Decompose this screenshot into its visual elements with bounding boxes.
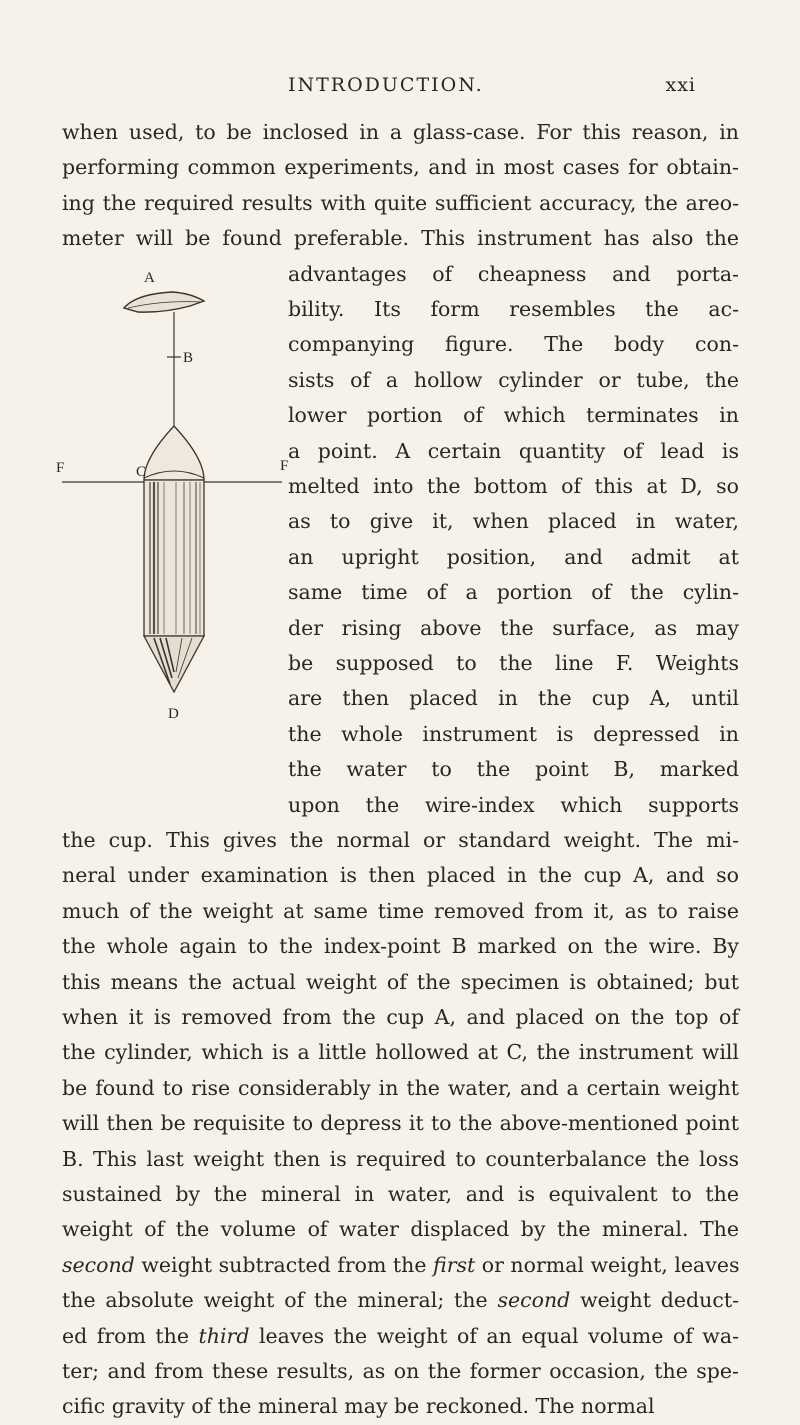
text-line: the cylinder, which is a little hollowed at C, the instrument will	[62, 1040, 739, 1065]
label-c: C	[136, 464, 147, 480]
text-line: sustained by the mineral in water, and is equivalent to the	[62, 1182, 739, 1206]
running-title: INTRODUCTION.	[288, 74, 484, 96]
label-f-left: F	[56, 460, 65, 476]
text-line: are then placed in the cup A, until	[288, 686, 739, 711]
text-line: der rising above the surface, as may	[288, 615, 739, 640]
text-line: upon the wire-index which supports	[288, 792, 739, 817]
text-line: an upright position, and admit at	[288, 544, 739, 569]
text-line: melted into the bottom of this at D, so	[288, 474, 739, 498]
lead-point-d	[144, 636, 204, 692]
text-line: ter; and from these results, as on the former occasion, the spe-	[62, 1359, 739, 1383]
text-line: ing the required results with quite sufficient accuracy, the areo-	[62, 190, 739, 215]
text-line: performing common experiments, and in most cases for obtain-	[62, 155, 739, 180]
text-line: the water to the point B, marked	[288, 757, 739, 782]
emphasis-second: second	[497, 1288, 571, 1313]
text-line: much of the weight at same time removed from it, as to raise	[62, 898, 739, 923]
text-line: when it is removed from the cup A, and placed on the top of	[62, 1005, 739, 1029]
label-b: B	[183, 350, 194, 366]
text-line: the absolute weight of the mineral; the second weight deduct-	[62, 1288, 740, 1313]
text-line: same time of a portion of the cylin-	[288, 580, 739, 605]
text-line: as to give it, when placed in water,	[288, 509, 739, 534]
text-line: ed from the third leaves the weight of an equal volume of wa-	[62, 1323, 740, 1348]
text-line: sists of a hollow cylinder or tube, the	[288, 367, 739, 392]
text-line: meter will be found preferable. This instrument has also the	[62, 226, 739, 251]
text-line: be found to rise considerably in the water, and a certain weight	[62, 1075, 739, 1100]
label-a: A	[144, 270, 155, 286]
areometer-figure	[52, 258, 302, 758]
upper-cone	[144, 426, 204, 480]
text-line: bility. Its form resembles the ac-	[288, 297, 739, 321]
label-d: D	[168, 706, 179, 722]
text-line: weight of the volume of water displaced by the mineral. The	[62, 1217, 739, 1242]
text-line: companying figure. The body con-	[288, 332, 739, 357]
text-line: a point. A certain quantity of lead is	[288, 438, 739, 463]
text-line: advantages of cheapness and porta-	[288, 261, 739, 286]
text-line: second weight subtracted from the first or normal weight, leaves	[62, 1252, 740, 1277]
text-line: be supposed to the line F. Weights	[288, 651, 739, 675]
text-line: will then be requisite to depress it to the above-mentioned point	[62, 1111, 739, 1136]
text-line: this means the actual weight of the specimen is obtained; but	[62, 969, 739, 994]
page-header	[0, 74, 800, 104]
label-f-right: F	[280, 458, 289, 474]
text-line: the cup. This gives the normal or standard weight. The mi-	[62, 828, 739, 852]
emphasis-first: first	[433, 1252, 476, 1277]
text-line: lower portion of which terminates in	[288, 403, 739, 428]
text-line: the whole instrument is depressed in	[288, 721, 739, 746]
areometer-diagram	[52, 258, 302, 758]
text-line: when used, to be inclosed in a glass-case. For this reason, in	[62, 120, 739, 144]
text-line: the whole again to the index-point B marked on the wire. By	[62, 934, 739, 959]
text-line: neral under examination is then placed in the cup A, and so	[62, 863, 739, 888]
text-line: B. This last weight then is required to counterbalance the loss	[62, 1146, 739, 1171]
emphasis-second: second	[62, 1252, 135, 1277]
page-number: xxi	[665, 74, 696, 96]
emphasis-third: third	[198, 1323, 250, 1348]
text-line-overflow: cific gravity of the mineral may be reckoned. The normal	[62, 1394, 655, 1419]
